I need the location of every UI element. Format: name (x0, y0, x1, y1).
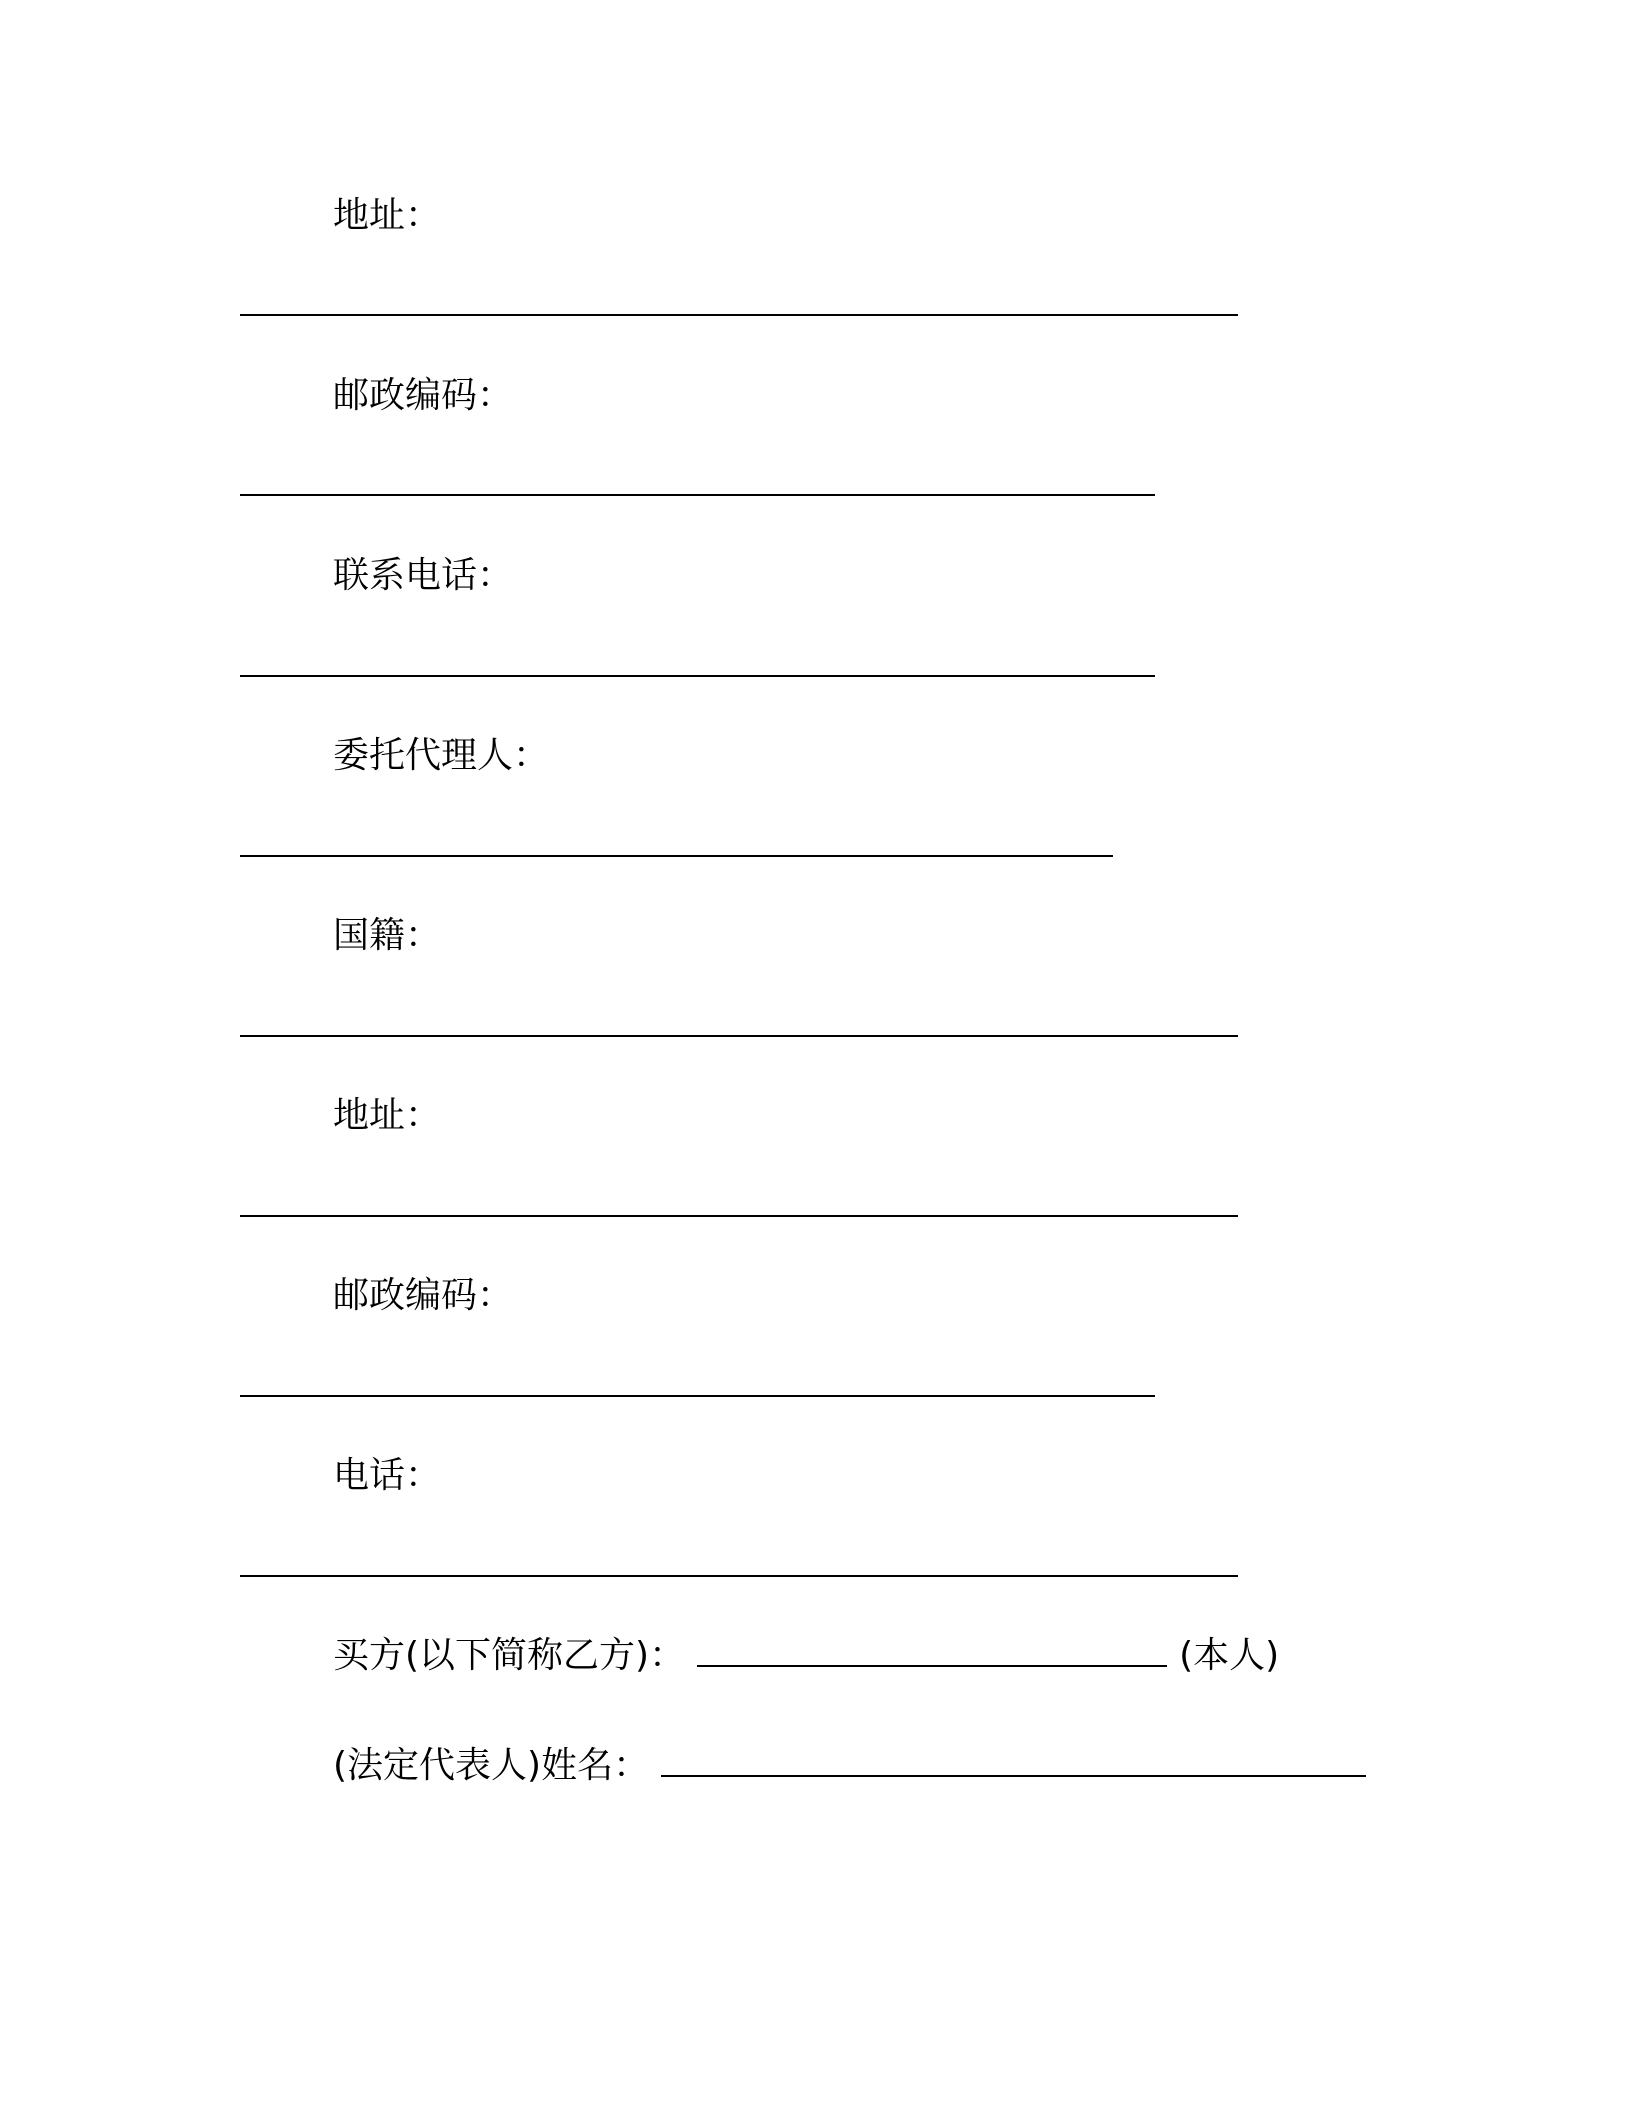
field-label-address-1: 地址： (333, 195, 442, 236)
field-label-postcode-2: 邮政编码： (333, 1275, 514, 1316)
blank-line-phone[interactable] (240, 1575, 1238, 1577)
buyer-name-blank[interactable] (697, 1635, 1167, 1667)
blank-line-postcode-1[interactable] (240, 494, 1155, 496)
field-label-postcode-1: 邮政编码： (333, 375, 514, 416)
legal-rep-line (333, 1742, 1378, 1790)
buyer-line (333, 1632, 1279, 1680)
field-label-agent: 委托代理人： (333, 735, 550, 776)
field-label-nationality: 国籍： (333, 915, 442, 956)
blank-line-address-2[interactable] (240, 1215, 1238, 1217)
field-label-contact-phone: 联系电话： (333, 555, 514, 596)
blank-line-contact-phone[interactable] (240, 675, 1155, 677)
blank-line-nationality[interactable] (240, 1035, 1238, 1037)
field-label-phone: 电话： (333, 1455, 442, 1496)
legal-rep-name-blank[interactable] (661, 1745, 1366, 1777)
legal-rep-label: (法定代表人)姓名： (333, 1745, 650, 1786)
buyer-label: 买方(以下简称乙方)： (333, 1635, 686, 1676)
field-label-address-2: 地址： (333, 1095, 442, 1136)
blank-line-postcode-2[interactable] (240, 1395, 1155, 1397)
buyer-suffix: (本人) (1179, 1635, 1280, 1676)
blank-line-address-1[interactable] (240, 314, 1238, 316)
blank-line-agent[interactable] (240, 855, 1113, 857)
